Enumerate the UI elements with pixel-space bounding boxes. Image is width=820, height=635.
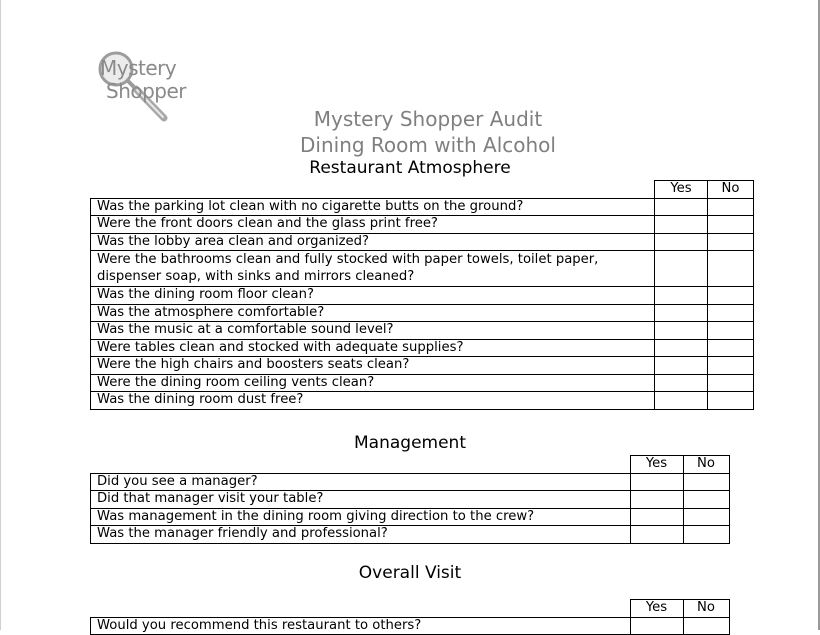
yes-checkbox-cell[interactable] — [630, 526, 683, 544]
yes-checkbox-cell[interactable] — [655, 198, 708, 216]
no-checkbox-cell[interactable] — [708, 392, 754, 410]
yes-checkbox-cell[interactable] — [630, 617, 683, 635]
no-column-header: No — [683, 456, 729, 474]
question-text: Was the dining room dust free? — [91, 392, 655, 410]
yes-checkbox-cell[interactable] — [655, 251, 708, 287]
table-row — [91, 198, 754, 216]
table-row — [91, 216, 754, 234]
table-row — [91, 357, 754, 375]
no-checkbox-cell[interactable] — [683, 526, 729, 544]
no-checkbox-cell[interactable] — [708, 287, 754, 305]
section-heading-management: Management — [354, 433, 466, 453]
table-row — [91, 508, 730, 526]
yes-checkbox-cell[interactable] — [655, 216, 708, 234]
yes-checkbox-cell[interactable] — [655, 233, 708, 251]
logo-text-shopper: Shopper — [106, 79, 187, 103]
question-text: Did you see a manager? — [91, 473, 631, 491]
yes-checkbox-cell[interactable] — [655, 339, 708, 357]
table-row — [91, 287, 754, 305]
question-text: Was the music at a comfortable sound level? — [91, 322, 655, 340]
table-row — [91, 304, 754, 322]
no-checkbox-cell[interactable] — [708, 322, 754, 340]
table-row — [91, 251, 754, 287]
question-text: Were tables clean and stocked with adequate supplies? — [91, 339, 655, 357]
section-heading-overall-visit: Overall Visit — [358, 563, 462, 583]
no-checkbox-cell[interactable] — [683, 491, 729, 509]
no-checkbox-cell[interactable] — [708, 216, 754, 234]
no-checkbox-cell[interactable] — [708, 251, 754, 287]
yes-checkbox-cell[interactable] — [655, 392, 708, 410]
question-text: Were the front doors clean and the glass print free? — [91, 216, 655, 234]
yes-column-header: Yes — [630, 456, 683, 474]
logo-text-mystery: Mystery — [100, 56, 177, 80]
no-checkbox-cell[interactable] — [683, 508, 729, 526]
no-column-header: No — [683, 600, 729, 618]
document-subtitle: Dining Room with Alcohol — [300, 133, 556, 157]
yes-column-header: Yes — [630, 600, 683, 618]
table-row — [91, 339, 754, 357]
page-edge-left — [0, 0, 1, 630]
yes-checkbox-cell[interactable] — [630, 491, 683, 509]
table-row — [91, 374, 754, 392]
question-text: Were the bathrooms clean and fully stocked with paper towels, toilet paper, dispenser soap, with sinks and mirrors cleaned? — [91, 251, 655, 287]
yes-checkbox-cell[interactable] — [655, 374, 708, 392]
table-row — [91, 473, 730, 491]
document-title: Mystery Shopper Audit — [313, 107, 543, 131]
no-checkbox-cell[interactable] — [708, 374, 754, 392]
atmosphere-table — [90, 180, 754, 410]
yes-checkbox-cell[interactable] — [655, 287, 708, 305]
section-heading-atmosphere: Restaurant Atmosphere — [309, 158, 511, 178]
yes-checkbox-cell[interactable] — [630, 508, 683, 526]
yes-checkbox-cell[interactable] — [655, 357, 708, 375]
table-row — [91, 392, 754, 410]
yes-checkbox-cell[interactable] — [655, 322, 708, 340]
question-text: Was the lobby area clean and organized? — [91, 233, 655, 251]
no-checkbox-cell[interactable] — [708, 198, 754, 216]
question-text: Would you recommend this restaurant to others? — [91, 617, 631, 635]
question-text: Was the manager friendly and professional? — [91, 526, 631, 544]
no-checkbox-cell[interactable] — [683, 617, 729, 635]
no-checkbox-cell[interactable] — [708, 357, 754, 375]
no-column-header: No — [708, 181, 754, 199]
question-text: Were the high chairs and boosters seats clean? — [91, 357, 655, 375]
no-checkbox-cell[interactable] — [708, 304, 754, 322]
table-row — [91, 233, 754, 251]
table-row — [91, 617, 730, 635]
question-text: Was the atmosphere comfortable? — [91, 304, 655, 322]
question-text: Did that manager visit your table? — [91, 491, 631, 509]
question-text: Was the parking lot clean with no cigarette butts on the ground? — [91, 198, 655, 216]
question-text: Was the dining room floor clean? — [91, 287, 655, 305]
no-checkbox-cell[interactable] — [683, 473, 729, 491]
management-table — [90, 455, 730, 544]
question-text: Was management in the dining room giving direction to the crew? — [91, 508, 631, 526]
question-text: Were the dining room ceiling vents clean? — [91, 374, 655, 392]
yes-checkbox-cell[interactable] — [655, 304, 708, 322]
no-checkbox-cell[interactable] — [708, 233, 754, 251]
yes-checkbox-cell[interactable] — [630, 473, 683, 491]
table-row — [91, 491, 730, 509]
table-row — [91, 322, 754, 340]
table-row — [91, 526, 730, 544]
no-checkbox-cell[interactable] — [708, 339, 754, 357]
yes-column-header: Yes — [655, 181, 708, 199]
